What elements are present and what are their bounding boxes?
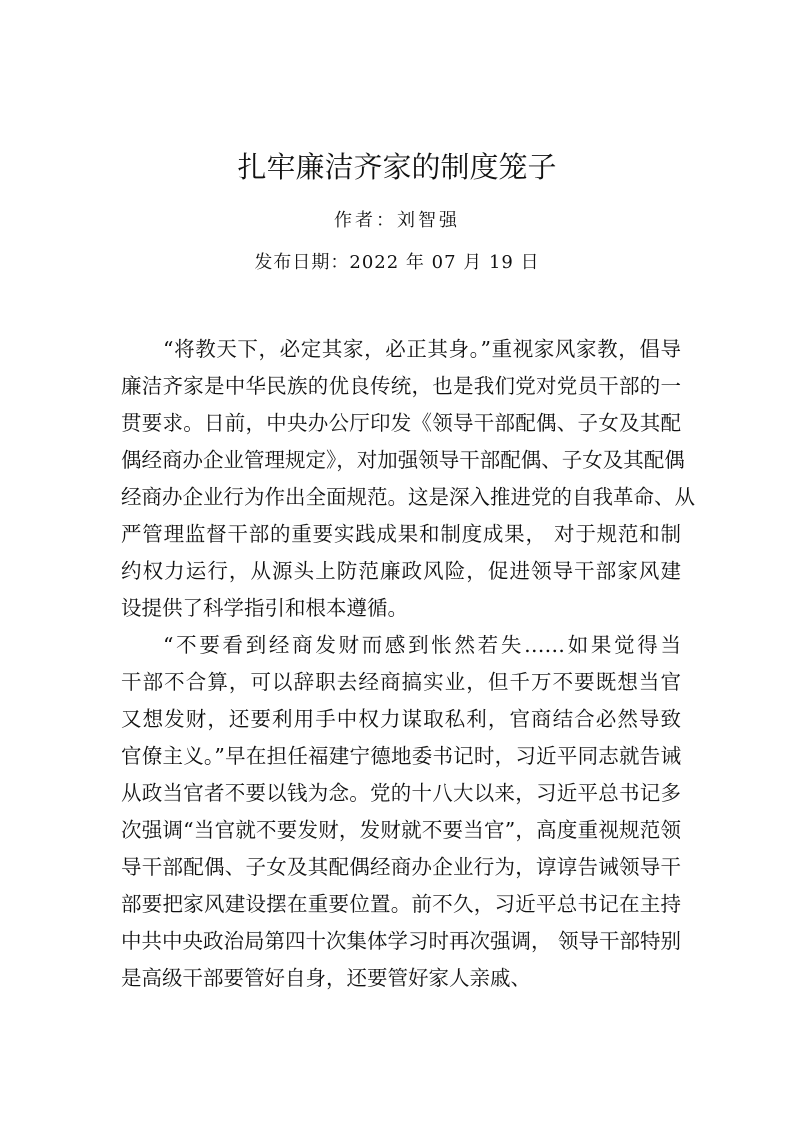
- publish-date: 发布日期：2022 年 07 月 19 日: [254, 252, 540, 273]
- text-line: 偶经商办企业管理规定》，对加强领导干部配偶、子女及其配偶: [121, 448, 685, 472]
- text-line: 经商办企业行为作出全面规范。这是深入推进党的自我革命、从: [121, 485, 695, 509]
- text-line: 是高级干部要管好自身，还要管好家人亲戚、: [121, 966, 531, 990]
- text-line: 从政当官者不要以钱为念。党的十八大以来，习近平总书记多: [121, 781, 681, 805]
- text-line: 干部不合算，可以辞职去经商搞实业，但千万不要既想当官: [121, 670, 681, 694]
- text-line: 导干部配偶、子女及其配偶经商办企业行为，谆谆告诫领导干: [121, 855, 681, 879]
- paragraph-2: [121, 627, 681, 997]
- text-line: 次强调“当官就不要发财，发财就不要当官”，高度重视规范领: [121, 818, 681, 842]
- text-line: 部要把家风建设摆在重要位置。前不久，习近平总书记在主持: [121, 892, 681, 916]
- text-line: “不要看到经商发财而感到怅然若失……如果觉得当: [163, 633, 681, 657]
- text-line: 贯要求。日前，中央办公厅印发《领导干部配偶、子女及其配: [121, 411, 681, 435]
- text-line: 约权力运行，从源头上防范廉政风险，促进领导干部家风建: [121, 559, 681, 583]
- text-line: 中共中央政治局第四十次集体学习时再次强调， 领导干部特别: [121, 929, 682, 953]
- text-line: 又想发财，还要利用手中权力谋取私利，官商结合必然导致: [121, 707, 681, 731]
- text-line: 廉洁齐家是中华民族的优良传统，也是我们党对党员干部的一: [121, 374, 681, 398]
- paragraph-1: [121, 331, 695, 627]
- text-line: 严管理监督干部的重要实践成果和制度成果， 对于规范和制: [121, 522, 681, 546]
- text-line: 设提供了科学指引和根本遵循。: [121, 596, 408, 620]
- author-line: 作者：刘智强: [334, 210, 460, 231]
- document-title: 扎牢廉洁齐家的制度笼子: [237, 150, 557, 184]
- text-line: 官僚主义。”早在担任福建宁德地委书记时，习近平同志就告诫: [121, 744, 681, 768]
- text-line: “将教天下，必定其家，必正其身。”重视家风家教，倡导: [163, 337, 681, 361]
